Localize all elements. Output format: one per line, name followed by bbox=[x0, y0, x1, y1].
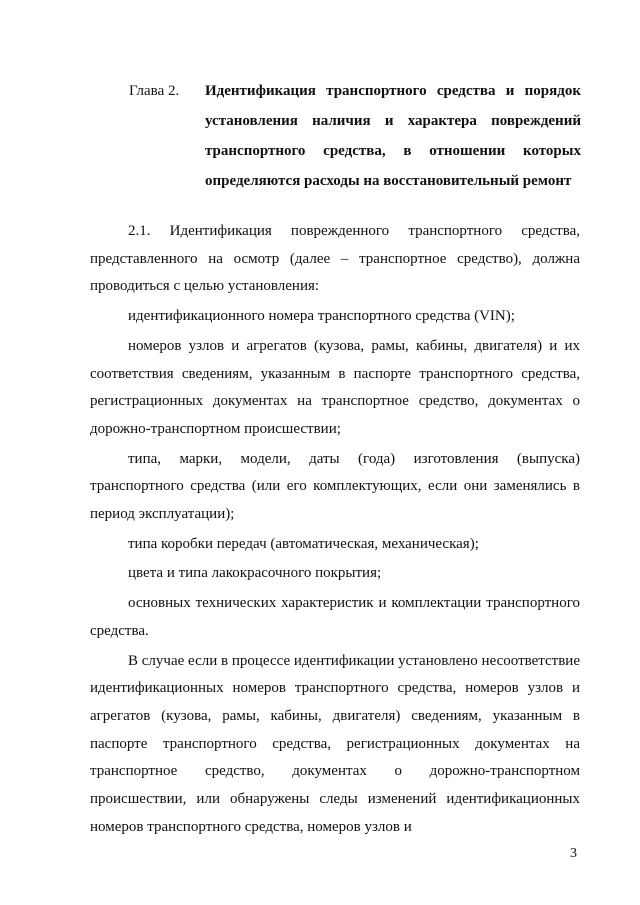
page-number: 3 bbox=[570, 846, 577, 861]
paragraph-gearbox: типа коробки передач (автоматическая, механическая); bbox=[128, 535, 479, 552]
body-text bbox=[90, 218, 580, 841]
paragraph-vin: идентификационного номера транспортного средства (VIN); bbox=[128, 308, 515, 325]
paragraph-2-1: 2.1. Идентификация поврежденного транспортного средства, представленного на осмотр (далее – транспортное средство), должна проводиться с целью установления: bbox=[90, 223, 580, 295]
paragraph-paint: цвета и типа лакокрасочного покрытия; bbox=[128, 565, 382, 582]
paragraph-mismatch: В случае если в процессе идентификации установлено несоответствие идентификационных номеров транспортного средства, номеров узлов и агрегатов (кузова, рамы, кабины, двигателя) сведениям, указанным в паспорте транспортного средства, регистрационных документах на транспортное средство, документах о дорожно-транспортном происшествии, или обнаружены следы изменений идентификационных номеров транспортного средства, номеров узлов и bbox=[90, 652, 580, 835]
chapter-title: Идентификация транспортного средства и порядок установления наличия и характера повреждений транспортного средства, в отношении которых определяются расходы на восстановительный ремонт bbox=[205, 83, 581, 189]
paragraph-type-make-model: типа, марки, модели, даты (года) изготовления (выпуска) транспортного средства (или его комплектующих, если они заменялись в период эксплуатации); bbox=[90, 450, 580, 523]
chapter-label: Глава 2. bbox=[129, 83, 180, 99]
paragraph-unit-numbers: номеров узлов и агрегатов (кузова, рамы, кабины, двигателя) и их соответствия сведениям, указанным в паспорте транспортного средства, регистрационных документах на транспортное средство, документах о дорожно-транспортном происшествии; bbox=[90, 337, 580, 437]
paragraph-specs: основных технических характеристик и комплектации транспортного средства. bbox=[90, 595, 580, 639]
chapter-heading bbox=[129, 76, 581, 196]
